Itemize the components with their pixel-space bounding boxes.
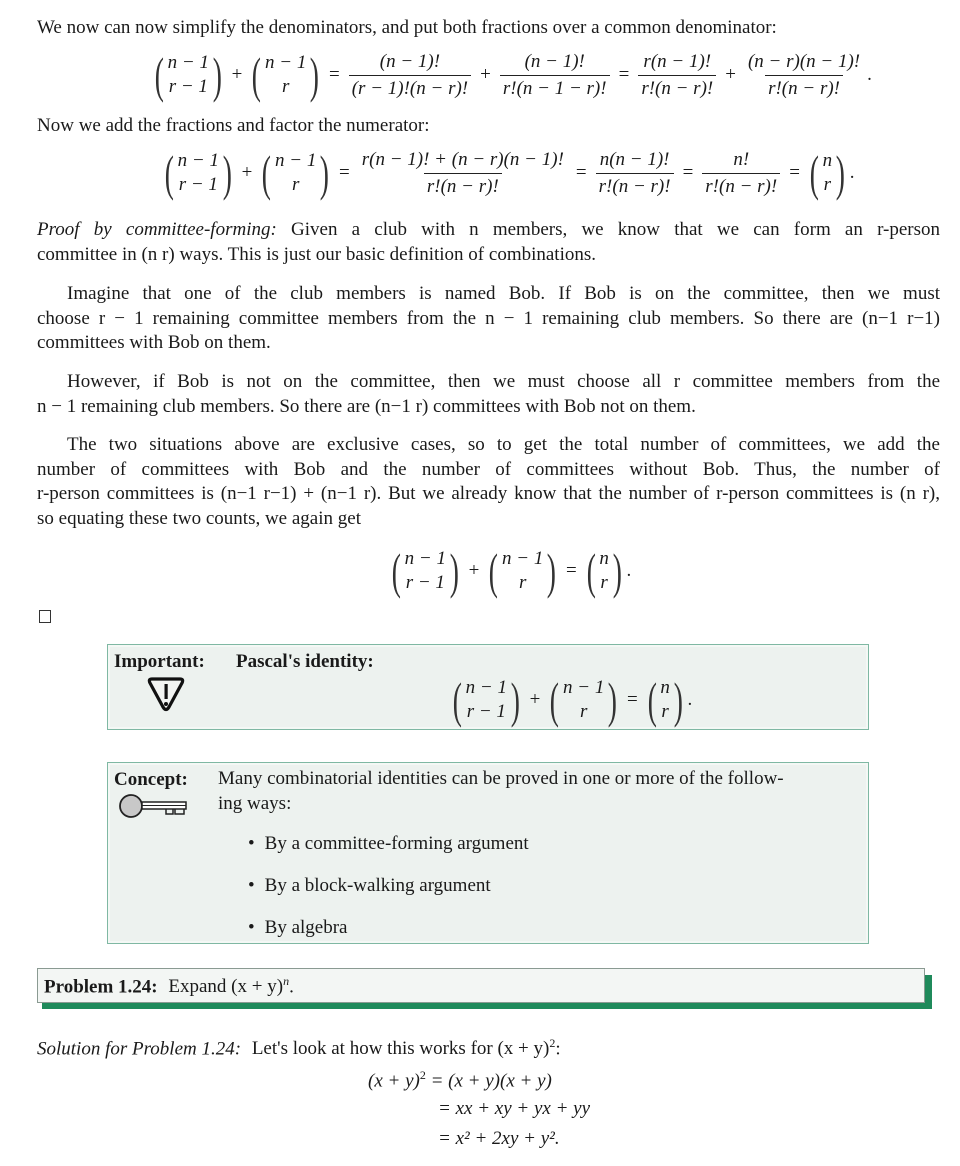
fraction: $\frac{(n - r)(n - 1)!}{r!(n - r)!}$ [747, 50, 861, 99]
concept-box [107, 762, 869, 944]
fraction: $\frac{n(n - 1)!}{r!(n - r)!}$ [596, 149, 674, 198]
pascal-identity-formula: ( n − 1 r − 1 ) + ( n − 1 r ) = ( n r ) . [452, 672, 693, 728]
important-label: Important: [114, 651, 205, 672]
list-item: • By a block-walking argument [248, 875, 491, 897]
equation-pascal-identity: ( n − 1 r − 1 ) + ( n − 1 r ) = ( n r ) . [387, 542, 631, 600]
key-icon [118, 793, 190, 819]
binom-n1-r1: ( n − 1 r − 1 ) [154, 47, 222, 103]
bob-on-committee-paragraph: Imagine that one of the club members is named Bob. If Bob is on the committee, then we must choose r − 1 remaining committee members from the n − 1 remaining club members. So there are (n−1 r−1) committees with Bob on them. [37, 283, 940, 353]
list-item: • By a committee-forming argument [248, 833, 529, 855]
solution-label: Solution for Problem 1.24: [37, 1038, 242, 1060]
binom-n1-r1: ( n − 1 r − 1 ) [391, 543, 459, 599]
binom-n1-r: ( n − 1 r ) [262, 145, 330, 201]
fraction: $\frac{n!}{r!(n - r)!}$ [702, 149, 780, 198]
list-item: • By algebra [248, 917, 347, 939]
equation-simplify-denominators: ( n − 1 r − 1 ) + ( n − 1 r ) = $\frac{(n - 1)!}{(r - 1)!(n - r)!}$ + $\frac{(n - 1)!}{r!(n - 1 - r)!}$ = $\frac{r(n - 1)!}{r!(n - r)!}$ + $\frac{(n - r)(n - 1)!}{r!(n - r)!}$ . [150, 44, 872, 106]
problem-label: Problem 1.24: [44, 976, 158, 998]
bob-not-on-committee-paragraph: However, if Bob is not on the committee, then we must choose all r committee members from the n − 1 remaining club members. So there are (n−1 r) committees with Bob not on them. [37, 371, 940, 417]
solution-intro: Solution for Problem 1.24: Let's look at how this works for $(x + y)^2$: [37, 1036, 561, 1060]
binom-n-r: ( n r ) [809, 145, 845, 201]
binom-n1-r: ( n − 1 r ) [489, 543, 557, 599]
fraction: $\frac{r(n - 1)!}{r!(n - r)!}$ [638, 51, 716, 100]
important-title: Pascal's identity: [236, 651, 374, 672]
fraction: $\frac{(n - 1)!}{r!(n - 1 - r)!}$ [500, 51, 610, 100]
proof-label: Proof by committee-forming: [37, 219, 277, 240]
proof-paragraph: Proof by committee-forming: Given a club with n members, we know that we can form an r-person committee in (n r) ways. This is just our basic definition of combinations. [37, 219, 940, 265]
intro-text-2: Now we add the fractions and factor the numerator: [37, 115, 430, 136]
qed-square-icon [39, 610, 51, 623]
solution-line-2: = xx + xy + yx + yy [438, 1098, 590, 1119]
binom-n-r: ( n r ) [586, 543, 622, 599]
fraction: $\frac{(n - 1)!}{(r - 1)!(n - r)!}$ [349, 51, 471, 100]
exclusive-cases-paragraph: The two situations above are exclusive cases, so to get the total number of committees, we add the number of committees with Bob and the number of committees without Bob. Thus, the number of r-person committees is (n−1 r−1) + (n−1 r). But we already know that the number of r-person committees is (n r), so equating these two counts, we again get [37, 434, 940, 529]
important-box [107, 644, 869, 730]
problem-text: Expand (x + y) [168, 976, 284, 998]
solution-line-3: = x² + 2xy + y². [438, 1128, 560, 1149]
concept-text-line-2: ing ways: [218, 793, 292, 814]
equation-factor-numerator: ( n − 1 r − 1 ) + ( n − 1 r ) = $\frac{r(n - 1)! + (n - r)(n - 1)!}{r!(n - r)!}$ = $\frac{n(n - 1)!}{r!(n - r)!}$ = $\frac{n!}{r!(n - r)!}$ = ( n r ) . [160, 142, 854, 204]
fraction: $\frac{r(n - 1)! + (n - r)(n - 1)!}{r!(n - r)!}$ [361, 148, 564, 197]
concept-label: Concept: [114, 769, 188, 790]
solution-line-1: $(x + y)^2 = (x + y)(x + y)$ [368, 1068, 552, 1092]
warning-triangle-icon [146, 675, 186, 713]
intro-text-1: We now can now simplify the denominators, and put both fractions over a common denominator: [37, 17, 777, 38]
binom-n1-r: ( n − 1 r ) [252, 47, 320, 103]
concept-text-line-1: Many combinatorial identities can be proved in one or more of the follow- [218, 768, 784, 789]
problem-box: Problem 1.24: Expand $(x + y)^n$. [37, 968, 925, 1003]
binom-n1-r1: ( n − 1 r − 1 ) [164, 145, 232, 201]
